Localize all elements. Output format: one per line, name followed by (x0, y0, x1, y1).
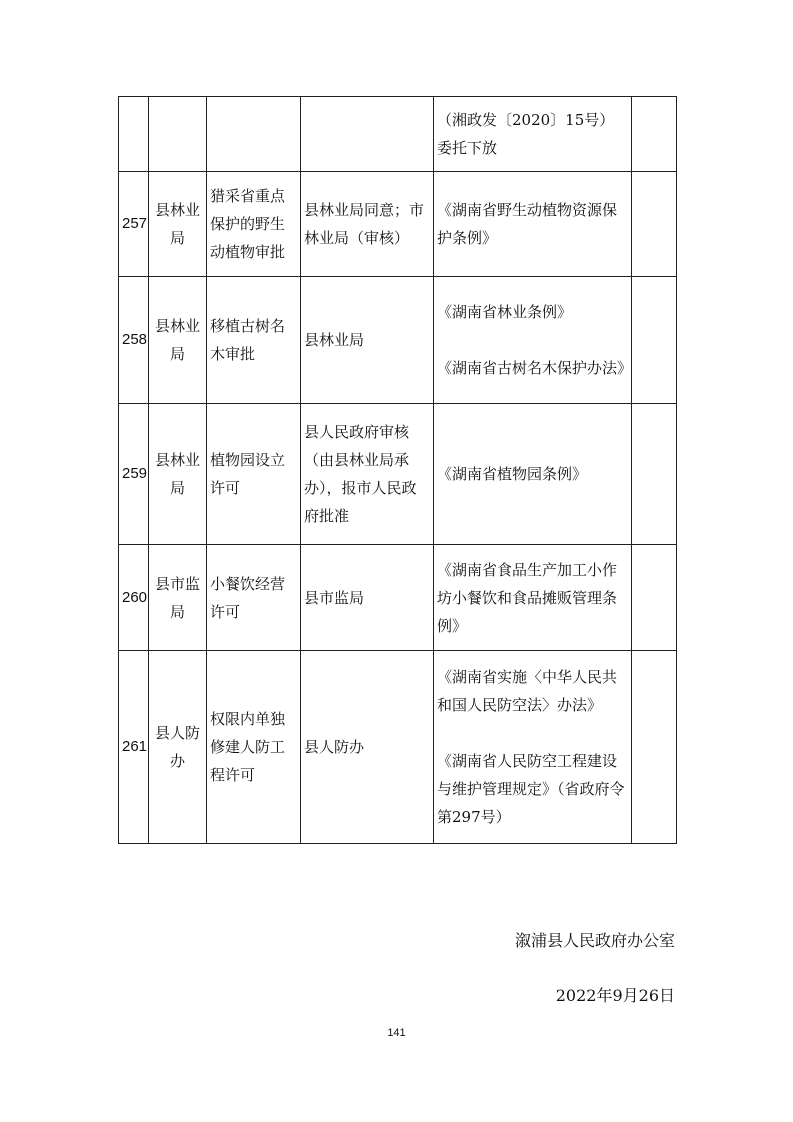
row-dept: 县林业局 (149, 172, 207, 277)
row-authority: 县人民政府审核（由县林业局承办），报市人民政府批准 (301, 404, 434, 545)
law-text: （湘政发〔2020〕15号）委托下放 (437, 111, 615, 157)
row-authority: 县人防办 (301, 651, 434, 844)
approval-items-table (118, 96, 677, 844)
row-law (434, 404, 632, 545)
cell-item (207, 97, 301, 172)
row-item: 猎采省重点保护的野生动植物审批 (207, 172, 301, 277)
law-text: 《湖南省人民防空工程建设与维护管理规定》（省政府令第297号） (437, 752, 625, 826)
cell-num (119, 97, 149, 172)
cell-law (434, 97, 632, 172)
row-law (434, 651, 632, 844)
row-number: 259 (119, 404, 149, 545)
row-note (632, 545, 677, 651)
law-text: 《湖南省植物园条例》 (437, 465, 588, 483)
table-row (119, 404, 677, 545)
table-row-continued (119, 97, 677, 172)
row-note (632, 404, 677, 545)
row-item: 移植古树名木审批 (207, 277, 301, 404)
row-note (632, 651, 677, 844)
table-row (119, 172, 677, 277)
cell-note (632, 97, 677, 172)
row-law (434, 277, 632, 404)
page-number: 141 (387, 1027, 406, 1039)
row-number: 261 (119, 651, 149, 844)
cell-authority (301, 97, 434, 172)
issue-date: 2022年9月26日 (555, 986, 675, 1005)
table-row (119, 277, 677, 404)
row-number: 258 (119, 277, 149, 404)
row-dept: 县市监局 (149, 545, 207, 651)
row-number: 257 (119, 172, 149, 277)
table-row (119, 651, 677, 844)
law-text: 《湖南省实施〈中华人民共和国人民防空法〉办法》 (437, 668, 618, 714)
row-dept: 县林业局 (149, 277, 207, 404)
table-row (119, 545, 677, 651)
row-law (434, 172, 632, 277)
law-text: 《湖南省食品生产加工小作坊小餐饮和食品摊贩管理条例》 (437, 560, 618, 635)
row-note (632, 277, 677, 404)
law-text: 《湖南省古树名木保护办法》 (437, 359, 633, 377)
row-authority: 县林业局同意；市林业局（审核） (301, 172, 434, 277)
row-item: 权限内单独修建人防工程许可 (207, 651, 301, 844)
row-item: 植物园设立许可 (207, 404, 301, 545)
row-number: 260 (119, 545, 149, 651)
law-text: 《湖南省林业条例》 (437, 303, 573, 321)
row-dept: 县人防办 (149, 651, 207, 844)
row-authority: 县林业局 (301, 277, 434, 404)
row-dept: 县林业局 (149, 404, 207, 545)
issuing-office: 溆浦县人民政府办公室 (514, 931, 675, 950)
row-authority: 县市监局 (301, 545, 434, 651)
row-item: 小餐饮经营许可 (207, 545, 301, 651)
row-law (434, 545, 632, 651)
law-text: 《湖南省野生动植物资源保护条例》 (437, 201, 618, 247)
row-note (632, 172, 677, 277)
cell-dept (149, 97, 207, 172)
